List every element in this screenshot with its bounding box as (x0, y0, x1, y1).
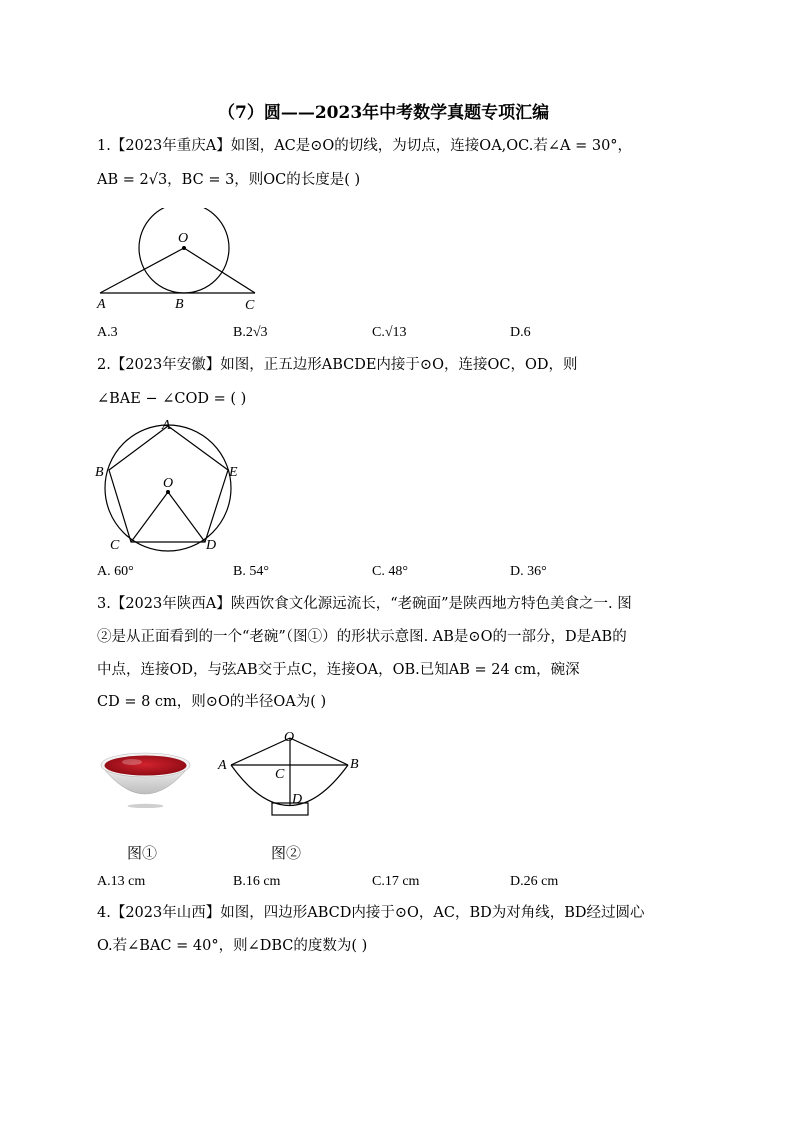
q1-option-c: C.√13 (372, 325, 407, 340)
q2-label-e: E (229, 465, 238, 480)
q1-label-a: A (97, 297, 106, 312)
q1-stem-line2: AB = 2√3，BC = 3，则OC的长度是( ) (97, 172, 361, 188)
q1-option-a: A.3 (97, 325, 118, 340)
q2-option-c: C. 48° (372, 564, 408, 579)
q2-label-c: C (110, 538, 120, 553)
q2-label-d: D (206, 538, 217, 553)
q3-stem-line1: 3.【2023年陕西A】陕西饮食文化源远流长，“老碗面”是陕西地方特色美食之一. 图 (97, 596, 632, 612)
q2-label-a: A (162, 418, 171, 433)
q3-label-c: C (275, 767, 285, 782)
q2-label-b: B (95, 465, 104, 480)
q3-stem-line4: CD = 8 cm，则⊙O的半径OA为( ) (97, 694, 327, 710)
q2-stem-line1: 2.【2023年安徽】如图，正五边形ABCDE内接于⊙O，连接OC，OD，则 (97, 357, 578, 373)
q4-stem-line2: O.若∠BAC = 40°，则∠DBC的度数为( ) (97, 938, 368, 954)
q2-option-b: B. 54° (233, 564, 269, 579)
q3-label-o: O (284, 730, 295, 745)
q1-figure (95, 208, 275, 313)
q3-bowl-diagram (214, 728, 364, 820)
q1-label-b: B (175, 297, 184, 312)
q1-option-b: B.2√3 (233, 325, 268, 340)
q3-stem-line3: 中点，连接OD，与弦AB交于点C，连接OA，OB.已知AB = 24 cm，碗深 (97, 662, 580, 678)
q3-option-d: D.26 cm (510, 874, 559, 889)
q3-label-d: D (292, 792, 303, 807)
q2-option-a: A. 60° (97, 564, 134, 579)
q2-option-d: D. 36° (510, 564, 547, 579)
figure-1-caption: 图① (127, 844, 158, 862)
q2-figure (92, 412, 252, 554)
q3-option-c: C.17 cm (372, 874, 420, 889)
q4-stem-line1: 4.【2023年山西】如图，四边形ABCD内接于⊙O，AC，BD为对角线，BD经过圆心 (97, 905, 645, 921)
q1-label-o: O (178, 231, 189, 246)
q3-stem-line2: ②是从正面看到的一个“老碗”（图①）的形状示意图. AB是⊙O的一部分，D是AB的 (97, 629, 627, 645)
q3-label-b: B (350, 757, 359, 772)
figure-2-caption: 图② (271, 844, 302, 862)
page-title: （7）圆——2023年中考数学真题专项汇编 (218, 103, 550, 123)
q2-label-o: O (163, 476, 174, 491)
bowl-photo (98, 748, 193, 808)
q1-option-d: D.6 (510, 325, 531, 340)
q3-option-a: A.13 cm (97, 874, 146, 889)
q1-stem-line1: 1.【2023年重庆A】如图，AC是⊙O的切线，为切点，连接OA,OC.若∠A = 30°， (97, 138, 633, 154)
q3-label-a: A (218, 758, 227, 773)
q3-option-b: B.16 cm (233, 874, 281, 889)
q1-label-c: C (245, 298, 255, 313)
q2-stem-line2: ∠BAE − ∠COD = ( ) (97, 391, 247, 407)
